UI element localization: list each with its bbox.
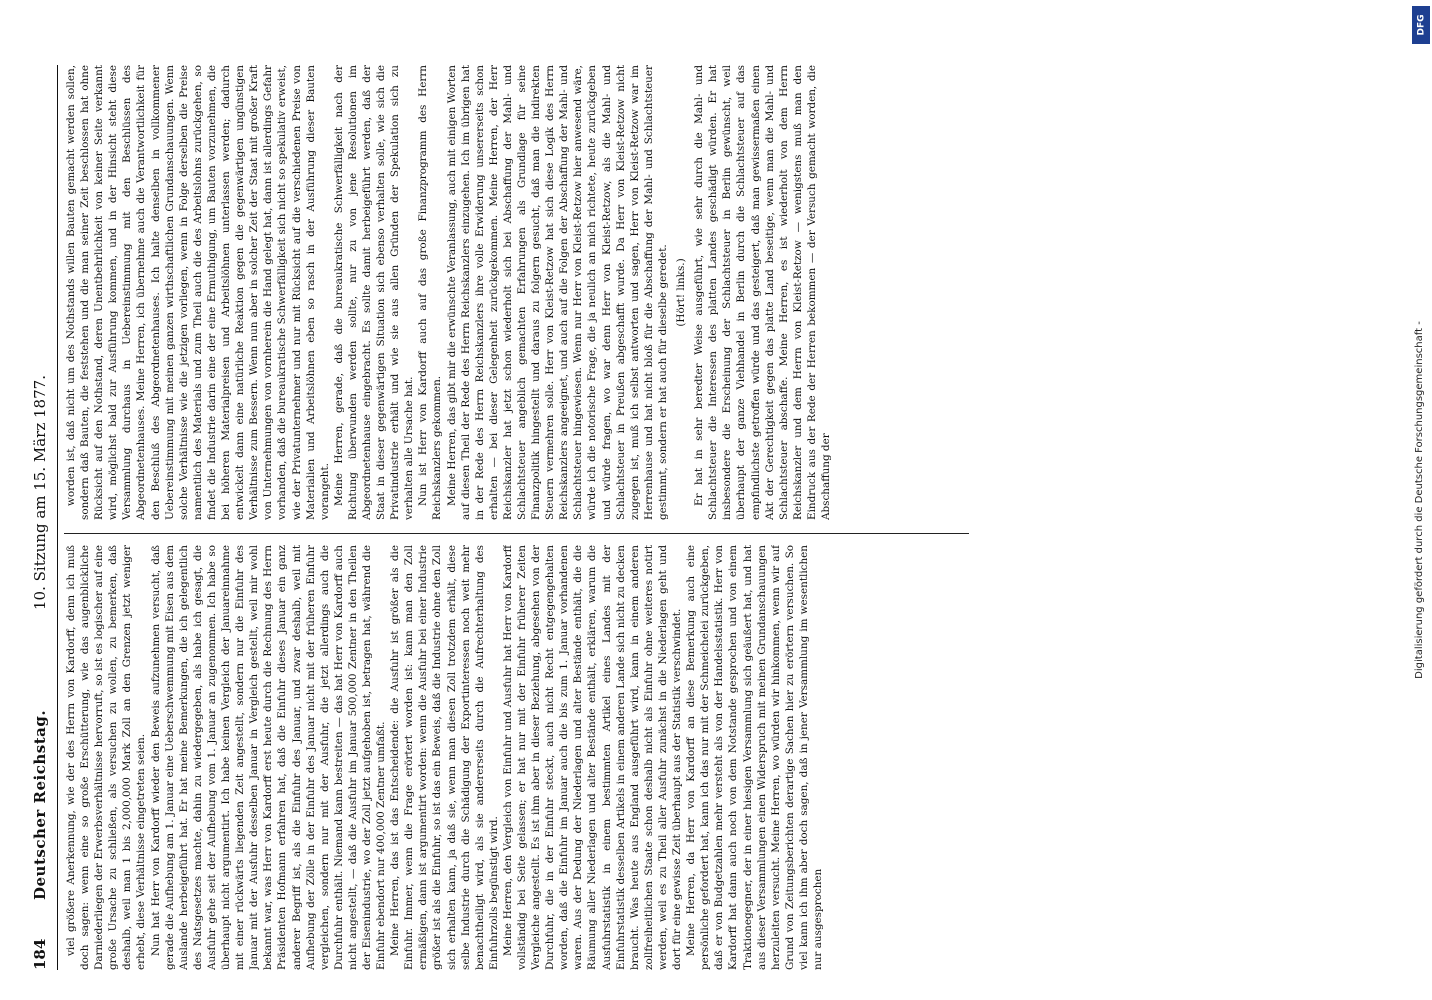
dfg-logo-text: DFG [1416, 14, 1427, 36]
page-header [26, 65, 54, 970]
paragraph: Nun hat Herr von Kardorff wieder den Beweis aufzunehmen versucht, daß gerade die Aufhebung am 1. Januar eine Ueberschwemmung mit Eisen aus dem Auslande herbeigeführt hat. Er hat meine Bemerkungen, die ich gelegentlich des Natsgesetzes machte, dahin zu wiedergegeben, als habe ich gesagt, die Ausfuhr gehe seit der Aufhebung vom 1. Januar an zugenommen. Ich habe so überhaupt nicht argumentirt. Ich habe keinen Vergleich der Januareinnahme mit einer rückwärts liegenden Zeit angestellt, sondern nur die Einfuhr des Januar mit der Ausfuhr desselben Januar in Vergleich gestellt, weil mir wohl bekannt war, was Herr von Kardorff erst heute durch die Rechnung des Herrn Präsidenten Hofmann erfahren hat, daß die Einfuhr dieses Januar ein ganz anderer Begriff ist, als die Einfuhr des Januar, und zwar deshalb, weil mit Aufhebung der Zölle in der Einfuhr des Januar nicht mit der früheren Einfuhr vergleichen, sondern nur mit der Ausfuhr, die jetzt allerdings auch die Durchfuhr enthält. Niemand kann bestreiten — das hat Herr von Kardorff auch nicht angestellt, — daß die Ausfuhr im Januar 500,000 Zentner in den Theilen der Eisenindustrie, wo der Zoll jetzt aufgehoben ist, betragen hat, während die Einfuhr ebendort nur 400,000 Zentner umfaßt. [149, 545, 388, 970]
applause-note: (Hört! links.) [675, 258, 688, 327]
paragraph: Meine Herren, das gibt mir die erwünschte Veranlassung, auch mit einigen Worten auf diesen Theil der Rede des Herrn Reichskanzlers einzugehen. Ich im übrigen hat in der Rede des Herrn Reichskanzlers ihre volle Erwiderung unsererseits schon erhalten — bei dieser Gelegenheit zurückgekommen. Meine Herren, der Herr Reichskanzler hat jetzt schon wiederholt sich bei Abschaffung der Mahl- und Schlachtsteuer angeblich gemachten Erfahrungen als Grundlage für seine Finanzpolitik hingestellt und daraus zu folgern gesucht, daß man die indirekten Steuern vermehren solle. Herr von Kleist-Retzow hat sich diese Logik des Herrn Reichskanzlers angeeignet, und auch auf die Folgen der Abschaffung der Mahl- und Schlachtsteuer hingewiesen. Wenn nur Herr von Kleist-Retzow hier anwesend wäre, würde ich die notorische Frage, die ja neulich an mich richtete, heute zurückgeben und würde fragen, wo war denn Herr von Kleist-Retzow, als die Mahl- und Schlachtsteuer in Preußen abgeschafft wurde. Da Herr von Kleist-Retzow nicht zugegen ist, muß ich selbst antworten und sagen, Herr von Kleist-Retzow war im Herrenhause und hat nicht bloß für die Abschaffung der Mahl- und Schlachtsteuer gestimmt, sondern er hat auch für dieselbe geredet. [445, 65, 669, 520]
paragraph: viel größere Anerkennung, wie der des Herrn von Kardorff, denn ich muß doch sagen: wenn eine so große Erschütterung, wie das augenblickliche Darniederliegen der Erwerbsverhältnisse hervorruft, so ist es logischer auf eine große Ursache zu schließen, als versuchen zu wollen, zu bemerken, daß deshalb, weil man 1 bis 2,000,000 Mark Zoll an den Grenzen jetzt weniger erhebt, diese Verhältnisse eingetreten seien. [65, 545, 148, 970]
paragraph: worden ist, daß nicht um des Nothstands willen Bauten gemacht werden sollen, sondern daß Bauten, die feststehen und die man seiner Zeit beschlossen hat ohne Rücksicht auf den Nothstand, deren Unentbehrlichkeit von keiner Seite verkannt wird, möglichst bald zur Ausführung kommen, und in der Hinsicht steht diese Versammlung durchaus in Uebereinstimmung mit den Beschlüssen des Abgeordnetenhauses. Meine Herren, ich übernehme auch die Verantwortlichkeit für den Beschluß des Abgeordnetenhauses. Ich halte denselben in vollkommener Uebereinstimmung mit meinen ganzen wirthschaftlichen Grundanschauungen. Wenn solche Verhältnisse wie die jetzigen vorliegen, wenn in Folge derselben die Preise namentlich des Materials und zum Theil auch die des Arbeitslohns zurückgehen, so findet die Industrie darin eine der eine Ermuthigung, um Bauten vorzunehmen, die bei höheren Materialpreisen und Arbeitslöhnen unterlassen werden; dadurch entwickelt dann eine natürliche Reaktion gegen die gegenwärtigen ungünstigen Verhältnisse zum Bessern. Wenn nun aber in solcher Zeit der Staat mit großer Kraft von Unternehmungen von vornherein die Hand gelegt hat, dann ist allerdings Gefahr vorhanden, daß die bureaukratische Schwerfälligkeit sich nicht so spekulativ erweist, wie der Privatunternehmer und nur mit Rücksicht auf die verschiedenen Preise von Materialien und Arbeitslöhnen eben so rasch in der Ausführung dieser Bauten vorangeht. [65, 65, 331, 520]
column-separator [64, 533, 969, 534]
left-column [64, 545, 969, 970]
digitization-credit [1412, 10, 1428, 990]
dfg-logo [1412, 6, 1430, 44]
header-rule [57, 65, 58, 970]
publication-title: Deutscher Reichstag. [31, 709, 49, 900]
paragraph: Meine Herren, das ist das Entscheidende: die Ausfuhr ist größer als die Einfuhr. Immer, wenn die Frage erörtert worden ist: kann man den Zoll ermäßigen, dann ist argumentirt worden: wenn die Ausfuhr bei einer Industrie größer ist als die Einfuhr, so ist das ein Beweis, daß die Industrie ohne den Zoll sich erhalten kann, ja daß sie, wenn man diesen Zoll trotzdem erhält, diese selbe Industrie durch die Schädigung der Exportinteressen noch weit mehr benachtheiligt wird, als sie andererseits durch die Aufrechterhaltung des Einfuhrzolls begünstigt wird. [389, 545, 500, 970]
paragraph: Nun ist Herr von Kardorff auch auf das große Finanzprogramm des Herrn Reichskanzlers gekommen. [417, 65, 444, 520]
paragraph: Meine Herren, den Vergleich von Einfuhr und Ausfuhr hat Herr von Kardorff vollständig bei Seite gelassen; er hat nur mit der Einfuhr früherer Zeiten Vergleiche angestellt. Es ist ihm aber in dieser Beziehung, abgesehen von der Durchfuhr, die in der Einfuhr steckt, auch nicht Recht entgegengehalten worden, daß die Einfuhr im Januar auch die bis zum 1. Januar vorhandenen waren. Aus der Dedung der Niederlagen und alter Bestände enthält, die die Räumung aller Niederlagen und alter Bestände enthält, erklären, warum die Ausfuhrstatistik in einem bestimmten Artikel eines Landes mit der Einfuhrstatistik desselben Artikels in einem anderen Lande sich nicht zu decken braucht. Was heute aus England ausgeführt wird, kann in einem anderen zollfreiheitlichen Staate schon deshalb nicht als Einfuhr ohne weiteres notirt werden, weil es zu Theil aller Ausfuhr zunächst in die Niederlagen geht und dort für eine gewisse Zeit überhaupt aus der Statistik verschwindet. [501, 545, 684, 970]
page-number: 184 [31, 938, 49, 970]
paragraph: Meine Herren, da Herr von Kardorff an diese Bemerkung auch eine persönliche gefordert hat, kann ich das nur mit der Schmeichelei zurückgeben, daß er von Budgetzahlen mehr versteht als von der Handelsstatistik. Herr von Kardorff hat dann auch noch von dem Notstande gesprochen und von einem Traktionegegner, der in einer hiesigen Versammlung sich geäußert hat, und hat aus dieser Versammlungen einen Widerspruch mit meinen Grundanschauungen herzuleiten versucht. Meine Herren, wo würden wir hinkommen, wenn wir auf Grund von Zeitungsberichten derartige Sachen hier zu erörtern versuchen. So viel kann ich ihm aber doch sagen, daß in jener Versammlung im wesentlichen nur ausgesprochen [685, 545, 824, 970]
paragraph: Meine Herren, gerade, daß die bureaukratische Schwerfälligkeit nach der Richtung überwunden werden sollte, nur zu von jene Resolutionen im Abgeordnetenhause eingebracht. Es sollte damit herbeigeführt werden, daß der Staat in dieser gegenwärtigen Situation sich ebenso verhalten solle, wie sich die Privatindustrie erhält und wie sie aus allen Gründen der Spekulation sich zu verhalten alle Ursache hat. [332, 65, 416, 520]
session-title: 10. Sitzung am 15. März 1877. [31, 375, 49, 610]
digitization-credit-text: Digitalisierung gefördert durch die Deutsche Forschungsgemeinschaft - [1414, 321, 1425, 679]
paragraph: Er hat in sehr beredter Weise ausgeführt, wie sehr durch die Mahl- und Schlachtsteuer die Interessen des platten Landes geschädigt würden. Er hat insbesondere die Erscheinung der Schlachtsteuer in Berlin gewünscht, weil überhaupt der ganze Viehhandel in Berlin durch die Schlachtsteuer auf das empfindlichste getroffen würde und das gesteigert, daß man gewissermaßen einen Akt der Gerechtigkeit gegen das platte Land beseitige, wenn man die Mahl- und Schlachtsteuer abschaffe. Meine Herren, es ist wiederholt von dem Herrn Reichskanzler und dem Herrn von Kleist-Retzow — wenigstens muß man den Eindruck aus der Rede der Herren bekommen — der Versuch gemacht worden, die Abschaffung der [693, 65, 832, 520]
right-column [64, 65, 969, 520]
